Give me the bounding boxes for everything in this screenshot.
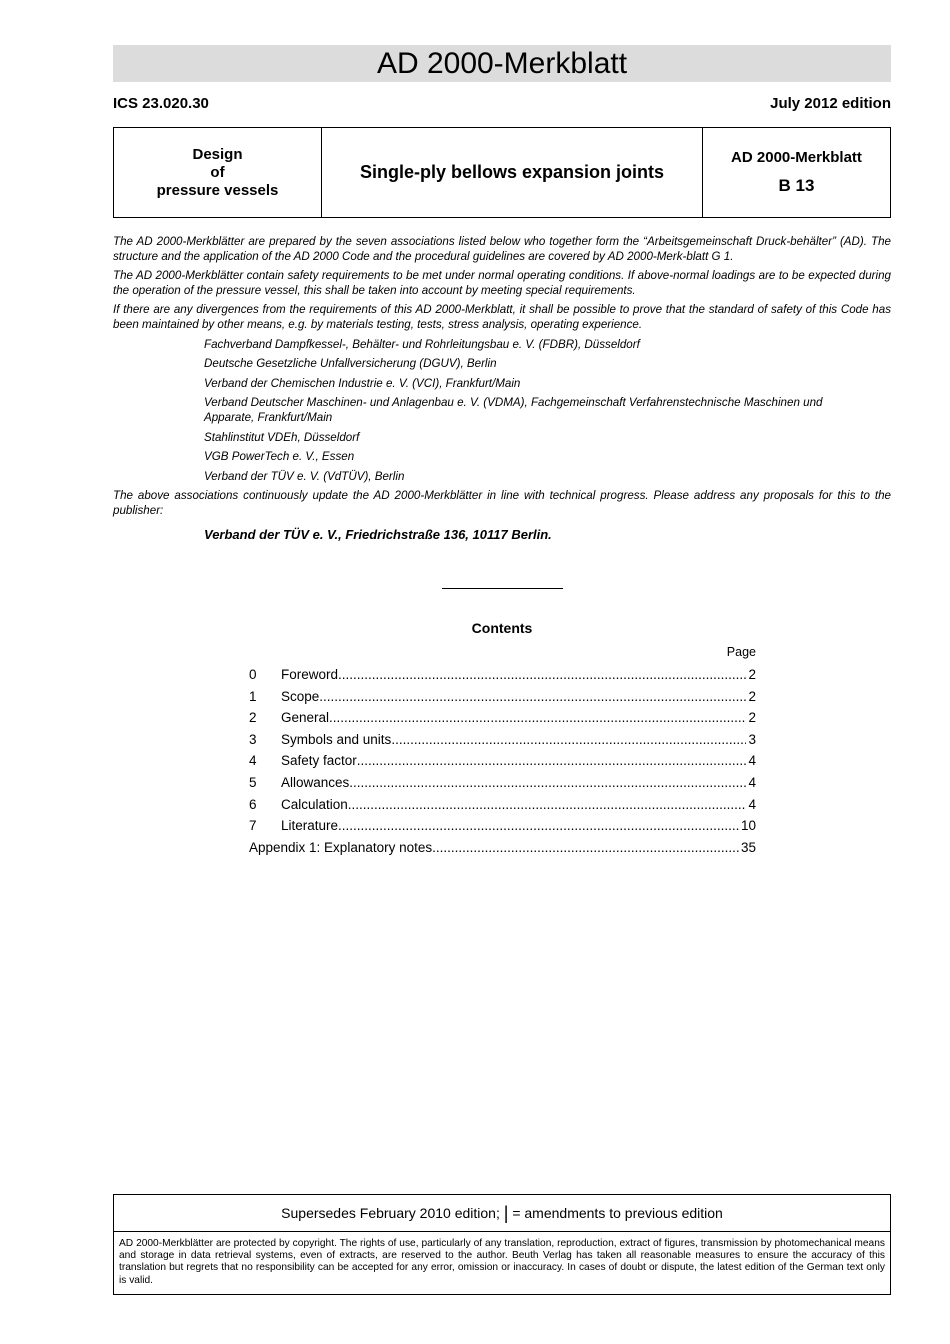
association-item: Verband der Chemischen Industrie e. V. (VCI), Frankfurt/Main bbox=[204, 376, 521, 390]
association-item: Deutsche Gesetzliche Unfallversicherung (DGUV), Berlin bbox=[204, 357, 497, 371]
toc-title: General bbox=[281, 710, 330, 726]
toc-leader bbox=[319, 686, 746, 708]
publisher-address: Verband der TÜV e. V., Friedrichstraße 136, 10117 Berlin. bbox=[204, 526, 552, 542]
introduction bbox=[113, 235, 891, 542]
toc-leader bbox=[391, 729, 746, 751]
toc-page: 4 bbox=[748, 796, 756, 812]
intro-paragraph: The AD 2000-Merkblätter contain safety requirements to be met under normal operating conditions. If above-normal loadings are to be expected during the operation of the pressure vessel, this shall be taken into account by meeting special requirements. bbox=[113, 269, 891, 297]
toc-number: 0 bbox=[249, 667, 257, 682]
toc-leader bbox=[357, 750, 747, 772]
category-cell bbox=[114, 128, 322, 217]
association-item: Verband Deutscher Maschinen- und Anlagenbau e. V. (VDMA), Fachgemeinschaft Verfahrenstechnische Maschinen und Apparate, Frankfurt/Main bbox=[204, 396, 823, 424]
contents-heading: Contents bbox=[471, 620, 533, 636]
intro-paragraph: The AD 2000-Merkblätter are prepared by the seven associations listed below who together form the “Arbeitsgemeinschaft Druck-behälter” (AD). The structure and the application of the AD 2000 Code and the procedural guidelines are covered by AD 2000-Merk-blatt G 1. bbox=[113, 235, 891, 263]
toc-leader bbox=[349, 772, 746, 794]
toc-entry[interactable] bbox=[249, 729, 756, 751]
toc-number: 6 bbox=[249, 796, 257, 812]
header-table bbox=[113, 127, 891, 218]
reference-cell bbox=[703, 128, 890, 217]
intro-paragraph: If there are any divergences from the requirements of this AD 2000-Merkblatt, it shall be possible to prove that the standard of safety of this Code has been maintained by other means, e.g. by materials testing, tests, stress analysis, operating experience. bbox=[113, 303, 891, 331]
toc-entry[interactable] bbox=[249, 707, 756, 729]
toc-title: Safety factor bbox=[281, 753, 357, 769]
toc-page: 35 bbox=[740, 839, 756, 855]
toc-entry[interactable] bbox=[249, 750, 756, 772]
toc-page: 2 bbox=[748, 688, 756, 704]
toc-leader bbox=[338, 815, 739, 837]
toc-page: 4 bbox=[748, 774, 756, 790]
edition-date: July 2012 edition bbox=[770, 95, 891, 112]
association-item: Stahlinstitut VDEh, Düsseldorf bbox=[204, 430, 360, 444]
section-divider bbox=[442, 588, 563, 589]
toc-entry[interactable] bbox=[249, 686, 756, 708]
supersedes-note bbox=[114, 1195, 890, 1232]
toc-number: 5 bbox=[249, 774, 257, 790]
toc-title: Scope bbox=[281, 688, 320, 704]
toc-page: 4 bbox=[748, 753, 756, 769]
association-list bbox=[113, 338, 891, 485]
toc-page: 10 bbox=[740, 818, 756, 834]
document-title: AD 2000-Merkblatt bbox=[113, 45, 891, 82]
association-item: Verband der TÜV e. V. (VdTÜV), Berlin bbox=[204, 469, 405, 483]
toc-number: 3 bbox=[249, 731, 257, 747]
toc-number: 2 bbox=[249, 710, 257, 726]
series-name: AD 2000-Merkblatt bbox=[731, 149, 862, 166]
toc-entry-appendix[interactable] bbox=[249, 837, 756, 859]
toc-entry[interactable] bbox=[249, 772, 756, 794]
category-line: Design bbox=[192, 145, 243, 163]
toc-leader bbox=[338, 664, 746, 686]
toc-page: 3 bbox=[748, 731, 756, 747]
toc-entry[interactable] bbox=[249, 664, 756, 686]
toc-title: Allowances bbox=[281, 774, 350, 790]
toc-page: 2 bbox=[748, 710, 756, 726]
toc-entry[interactable] bbox=[249, 815, 756, 837]
category-line: pressure vessels bbox=[156, 181, 279, 199]
subject-cell bbox=[322, 128, 703, 217]
footer-box bbox=[113, 1194, 891, 1295]
toc-number: 1 bbox=[249, 688, 257, 704]
toc-title: Foreword bbox=[281, 667, 339, 682]
toc-entry[interactable] bbox=[249, 794, 756, 816]
subject-title: Single-ply bellows expansion joints bbox=[359, 162, 665, 182]
toc-number: 7 bbox=[249, 818, 257, 834]
toc-title: Calculation bbox=[281, 796, 348, 812]
page-column-label: Page bbox=[726, 645, 756, 659]
amendment-bar-symbol: | bbox=[503, 1203, 509, 1223]
sheet-number: B 13 bbox=[778, 176, 815, 195]
toc-leader bbox=[432, 837, 739, 859]
toc-title: Symbols and units bbox=[281, 731, 392, 747]
ics-code: ICS 23.020.30 bbox=[113, 95, 209, 112]
toc-number: 4 bbox=[249, 753, 257, 769]
toc-title: Appendix 1: Explanatory notes bbox=[249, 839, 433, 855]
association-item: Fachverband Dampfkessel-, Behälter- und Rohrleitungsbau e. V. (FDBR), Düsseldorf bbox=[204, 337, 640, 351]
toc-page: 2 bbox=[748, 667, 756, 682]
toc-title: Literature bbox=[281, 818, 339, 834]
table-of-contents bbox=[249, 645, 756, 858]
intro-paragraph: The above associations continuously update the AD 2000-Merkblätter in line with technical progress. Please address any proposals for this to the publisher: bbox=[113, 489, 891, 517]
toc-leader bbox=[348, 794, 747, 816]
copyright-notice: AD 2000-Merkblätter are protected by copyright. The rights of use, particularly of any translation, reproduction, extract of figures, transmission by photomechanical means and storage in data retrieval systems, even of extracts, are reserved to the author. Beuth Verlag has taken all reasonable measures to ensure the accuracy of this translation but regrets that no responsibility can be accepted for any error, omission or inaccuracy. In cases of doubt or dispute, the latest edition of the German text only is valid. bbox=[119, 1238, 885, 1286]
association-item: VGB PowerTech e. V., Essen bbox=[204, 450, 355, 464]
toc-leader bbox=[329, 707, 746, 729]
supersedes-text: Supersedes February 2010 edition; bbox=[281, 1205, 500, 1221]
amendment-legend: = amendments to previous edition bbox=[512, 1205, 723, 1221]
category-line: of bbox=[210, 163, 225, 181]
